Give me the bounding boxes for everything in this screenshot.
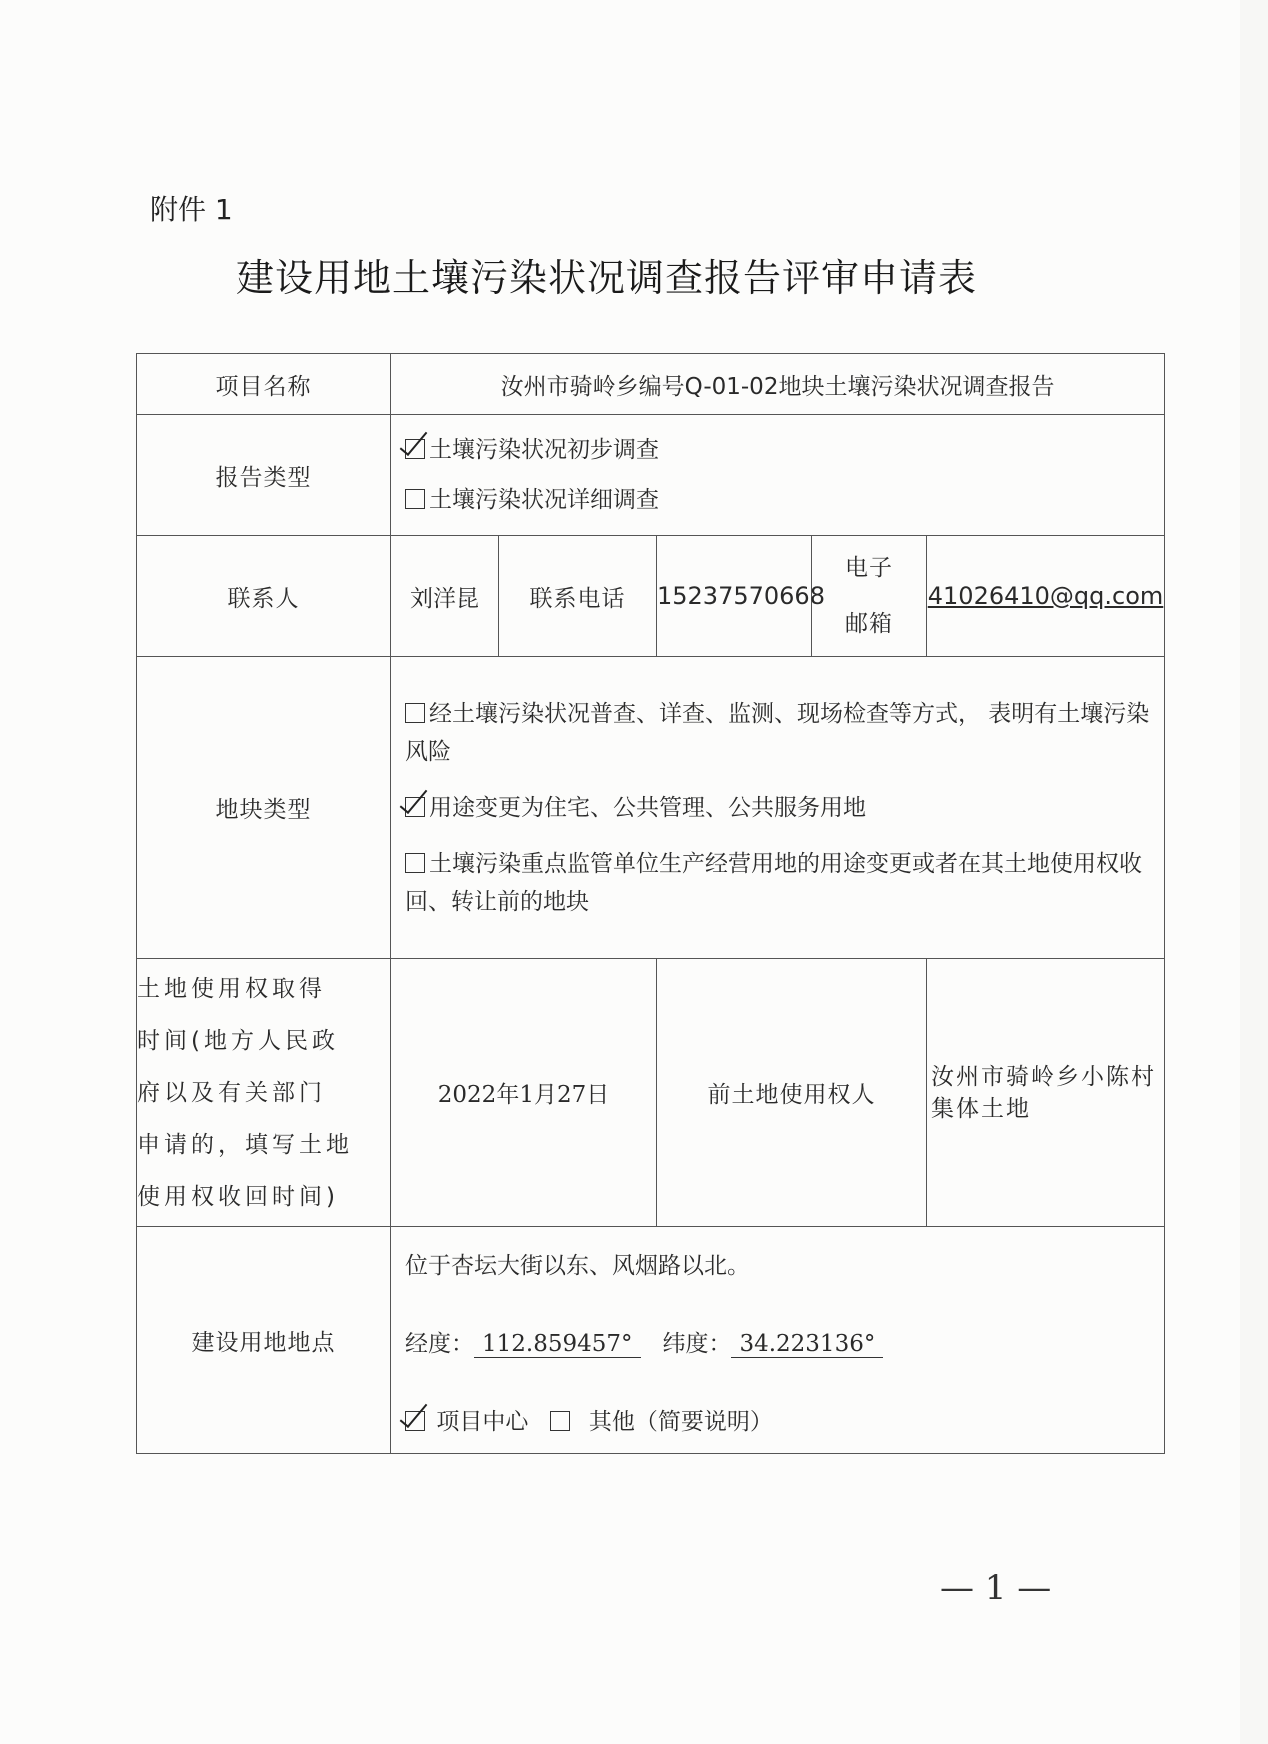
land-right-label: 土地使用权取得 时间(地方人民政 府以及有关部门 申请的，填写土地 使用权收回时间) <box>137 959 391 1227</box>
checked-box-icon[interactable] <box>405 797 425 817</box>
previous-owner-value: 汝州市骑岭乡小陈村集体土地 <box>927 959 1165 1227</box>
report-type-label: 报告类型 <box>137 415 391 536</box>
report-type-option-preliminary[interactable]: 土壤污染状况初步调查 <box>391 425 1164 475</box>
row-contact <box>137 536 1165 657</box>
point-option-other: 其他（简要说明） <box>588 1409 773 1435</box>
contact-name: 刘洋昆 <box>391 536 499 657</box>
coordinates <box>391 1319 1164 1369</box>
point-options <box>391 1397 1164 1447</box>
checkbox-icon[interactable] <box>405 489 425 509</box>
land-right-date: 2022年1月27日 <box>391 959 657 1227</box>
row-land-right <box>137 959 1165 1227</box>
previous-owner-label: 前土地使用权人 <box>657 959 927 1227</box>
checked-box-icon[interactable] <box>405 1411 425 1431</box>
longitude-value[interactable]: 112.859457° <box>474 1331 641 1358</box>
contact-label: 联系人 <box>137 536 391 657</box>
plot-type-option-residential[interactable]: 用途变更为住宅、公共管理、公共服务用地 <box>391 783 1164 833</box>
site-label: 建设用地地点 <box>137 1227 391 1454</box>
checked-box-icon[interactable] <box>405 439 425 459</box>
checkbox-icon[interactable] <box>405 853 425 873</box>
project-name-value: 汝州市骑岭乡编号Q-01-02地块土壤污染状况调查报告 <box>391 354 1165 415</box>
longitude-label: 经度： <box>405 1331 474 1357</box>
report-type-options <box>391 415 1165 536</box>
page-title: 建设用地土壤污染状况调查报告评审申请表 <box>236 256 978 300</box>
email-label: 电子 邮箱 <box>812 536 927 657</box>
plot-type-label: 地块类型 <box>137 657 391 959</box>
checkbox-icon[interactable] <box>405 703 425 723</box>
plot-type-options <box>391 657 1165 959</box>
row-project-name <box>137 354 1165 415</box>
page-number: — 1 — <box>940 1568 1052 1608</box>
application-form-table <box>136 353 1165 1454</box>
site-details <box>391 1227 1165 1454</box>
project-name-label: 项目名称 <box>137 354 391 415</box>
row-plot-type <box>137 657 1165 959</box>
latitude-value[interactable]: 34.223136° <box>731 1331 883 1358</box>
plot-type-option-key-supervision[interactable]: 土壤污染重点监管单位生产经营用地的用途变更或者在其土地使用权收回、转让前的地块 <box>405 850 1142 915</box>
checkbox-icon[interactable] <box>550 1411 570 1431</box>
report-type-option-detailed[interactable]: 土壤污染状况详细调查 <box>391 475 1164 525</box>
plot-type-option-risk[interactable]: 经土壤污染状况普查、详查、监测、现场检查等方式， 表明有土壤污染风险 <box>405 700 1150 765</box>
email-value: 41026410@qq.com <box>927 536 1165 657</box>
point-option-center: 项目中心 <box>436 1409 529 1435</box>
row-report-type <box>137 415 1165 536</box>
phone-value: 15237570668 <box>657 536 812 657</box>
row-site <box>137 1227 1165 1454</box>
site-location: 位于杏坛大街以东、风烟路以北。 <box>405 1253 750 1279</box>
latitude-label: 纬度： <box>662 1331 732 1357</box>
attachment-label: 附件 1 <box>150 193 233 226</box>
phone-label: 联系电话 <box>499 536 657 657</box>
